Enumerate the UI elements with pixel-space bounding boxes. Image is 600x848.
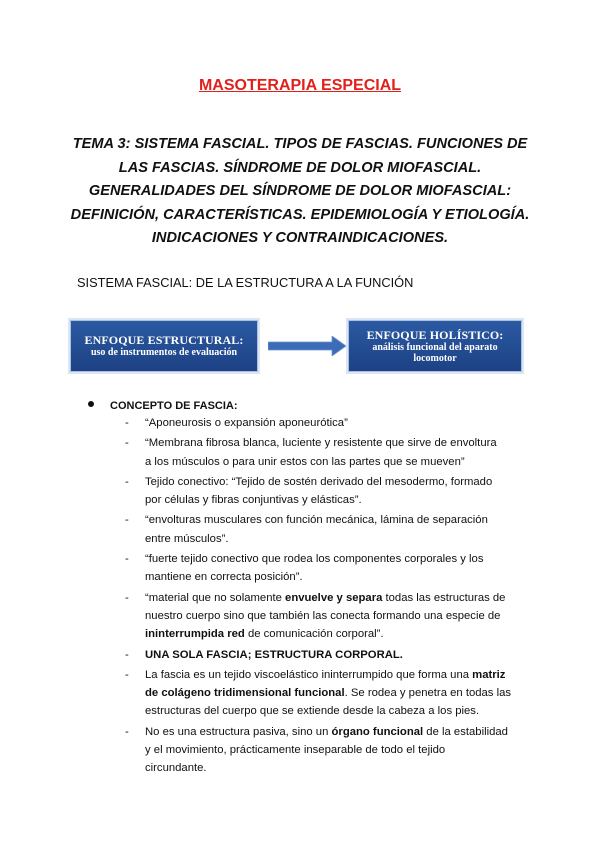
topic-line: LAS FASCIAS. SÍNDROME DE DOLOR MIOFASCIAL.	[118, 159, 482, 176]
dash-icon: -	[125, 591, 129, 604]
definition-list	[125, 414, 545, 780]
topic-heading	[58, 133, 542, 251]
right-arrow-icon	[268, 336, 346, 356]
list-item: - “material que no solamente envuelve y separa todas las estructuras de nuestro cuerpo sino que también las conecta formando una especie de ininterrumpida red de comunicación corporal”.	[125, 589, 545, 644]
structural-approach-subtitle: uso de instrumentos de evaluación	[90, 347, 238, 358]
dash-icon: -	[125, 668, 129, 681]
section-heading: SISTEMA FASCIAL: DE LA ESTRUCTURA A LA FUNCIÓN	[77, 275, 414, 290]
holistic-approach-title: ENFOQUE HOLÍSTICO:	[366, 327, 504, 342]
dash-icon: -	[125, 514, 129, 527]
topic-line: GENERALIDADES DEL SÍNDROME DE DOLOR MIOFASCIAL:	[88, 183, 512, 199]
dash-icon: -	[125, 437, 129, 450]
list-item: - UNA SOLA FASCIA; ESTRUCTURA CORPORAL.	[125, 646, 545, 664]
topic-line: TEMA 3: SISTEMA FASCIAL. TIPOS DE FASCIAS. FUNCIONES DE	[72, 136, 528, 152]
list-item: - La fascia es un tejido viscoelástico ininterrumpido que forma una matriz de colágeno tridimensional funcional. Se rodea y penetra en todas las estructuras del cuerpo que se extiende desde la cabeza a los pies.	[125, 666, 545, 721]
document-title: MASOTERAPIA ESPECIAL	[198, 77, 402, 94]
list-item: - “Membrana fibrosa blanca, luciente y resistente que sirve de envoltura a los músculos o para unir estos con las partes que se mueven”	[125, 434, 545, 471]
concept-heading: CONCEPTO DE FASCIA:	[110, 400, 238, 412]
list-item: - “fuerte tejido conectivo que rodea los componentes corporales y los mantiene en correcta posición”.	[125, 550, 545, 587]
bullet-dot-icon	[88, 401, 94, 407]
holistic-approach-subtitle: análisis funcional del aparato	[372, 341, 498, 353]
topic-line: INDICACIONES Y CONTRAINDICACIONES.	[151, 230, 449, 246]
topic-line: DEFINICIÓN, CARACTERÍSTICAS. EPIDEMIOLOGÍA Y ETIOLOGÍA.	[70, 206, 530, 223]
list-item: - Tejido conectivo: “Tejido de sostén derivado del mesodermo, formado por células y fibras conjuntivas y elásticas”.	[125, 473, 545, 510]
holistic-approach-box	[348, 320, 522, 372]
concept-bullet	[88, 400, 238, 412]
dash-icon: -	[125, 648, 129, 661]
dash-icon: -	[125, 725, 129, 738]
dash-icon: -	[125, 417, 129, 429]
structural-approach-title: ENFOQUE ESTRUCTURAL:	[84, 333, 244, 347]
list-item: - No es una estructura pasiva, sino un órgano funcional de la estabilidad y el movimiento, prácticamente inseparable de todo el tejido circundante.	[125, 723, 545, 778]
list-item: - “envolturas musculares con función mecánica, lámina de separación entre músculos”.	[125, 511, 545, 548]
dash-icon: -	[125, 553, 129, 566]
list-item: - “Aponeurosis o expansión aponeurótica”	[125, 414, 545, 432]
dash-icon: -	[125, 475, 129, 488]
structural-approach-box	[70, 320, 258, 372]
holistic-approach-subtitle: locomotor	[413, 352, 457, 364]
